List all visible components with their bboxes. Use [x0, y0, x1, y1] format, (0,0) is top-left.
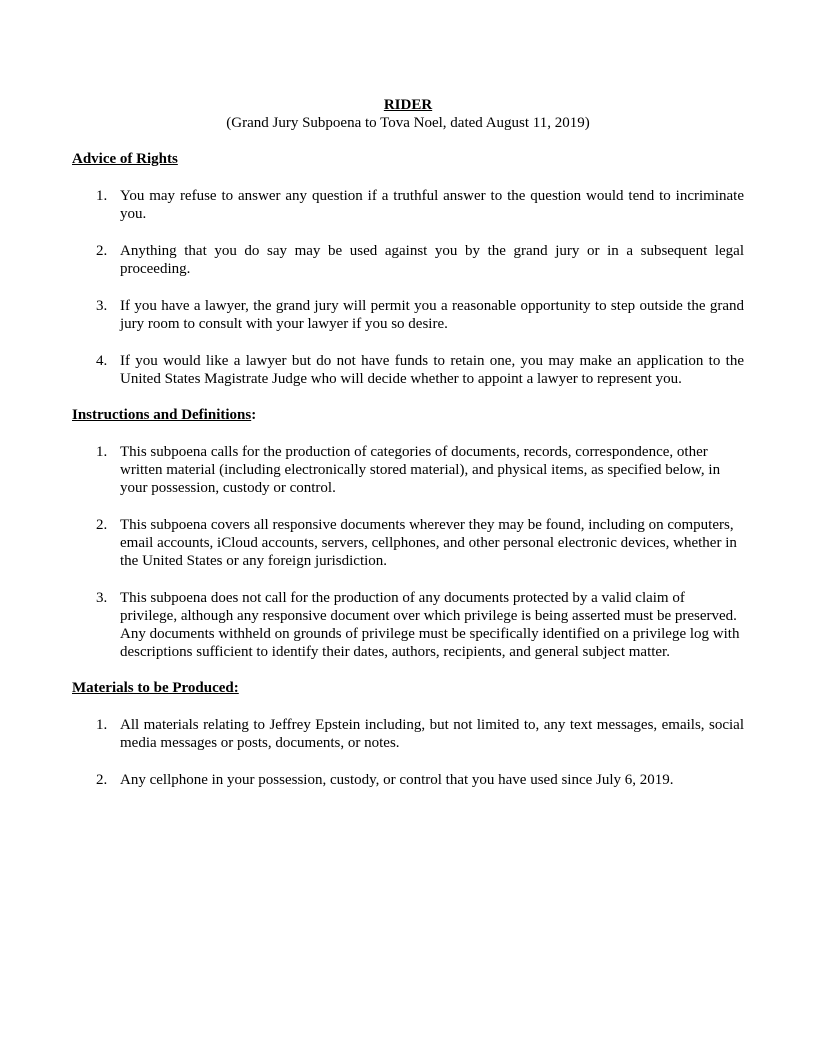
advice-item-1: [72, 187, 744, 223]
instructions-item-1: [72, 443, 744, 497]
instructions-item-number: 3.: [96, 590, 108, 606]
materials-list: [72, 716, 744, 789]
instructions-list: [72, 443, 744, 661]
instructions-item-3: [72, 589, 744, 661]
advice-list: [72, 187, 744, 388]
document-page: [72, 96, 744, 789]
advice-item-text: If you would like a lawyer but do not have funds to retain one, you may make an application to the United States Magistrate Judge who will decide whether to appoint a lawyer to represent you.: [120, 353, 744, 387]
materials-item-number: 1.: [96, 717, 108, 733]
document-title: RIDER: [383, 97, 433, 113]
advice-item-number: 3.: [96, 298, 108, 314]
materials-heading: Materials to be Produced:: [72, 680, 239, 696]
advice-item-text: If you have a lawyer, the grand jury will permit you a reasonable opportunity to step outside the grand jury room to consult with your lawyer if you so desire.: [120, 298, 744, 332]
advice-item-3: [72, 297, 744, 333]
document-subtitle: (Grand Jury Subpoena to Tova Noel, dated August 11, 2019): [226, 115, 590, 131]
instructions-item-2: [72, 516, 744, 570]
advice-item-number: 4.: [96, 353, 108, 369]
materials-item-number: 2.: [96, 772, 108, 788]
advice-item-4: [72, 352, 744, 388]
instructions-item-text: This subpoena calls for the production of categories of documents, records, correspondence, other written material (including electronically stored material), and physical items, as specified below, in your possession, custody or control.: [120, 444, 721, 496]
materials-item-text: All materials relating to Jeffrey Epstein including, but not limited to, any text messages, emails, social media messages or posts, documents, or notes.: [120, 717, 744, 751]
advice-item-number: 2.: [96, 243, 108, 259]
materials-item-text: Any cellphone in your possession, custody, or control that you have used since July 6, 2019.: [120, 772, 674, 788]
advice-item-number: 1.: [96, 188, 108, 204]
materials-item-1: [72, 716, 744, 752]
materials-item-2: [72, 771, 744, 789]
instructions-item-number: 2.: [96, 517, 108, 533]
instructions-item-text: This subpoena does not call for the production of any documents protected by a valid claim of privilege, although any responsive document over which privilege is being asserted must be preserved. Any documents withheld on grounds of privilege must be specifically identified on a privilege log with descriptions sufficient to identify their dates, authors, recipients, and general subject matter.: [120, 590, 740, 660]
advice-item-text: Anything that you do say may be used against you by the grand jury or in a subsequent legal proceeding.: [120, 243, 744, 277]
advice-item-text: You may refuse to answer any question if a truthful answer to the question would tend to incriminate you.: [120, 188, 744, 222]
instructions-item-text: This subpoena covers all responsive documents wherever they may be found, including on computers, email accounts, iCloud accounts, servers, cellphones, and other personal electronic devices, whether in the United States or any foreign jurisdiction.: [120, 517, 737, 569]
advice-item-2: [72, 242, 744, 278]
instructions-heading: Instructions and Definitions:: [72, 407, 257, 423]
instructions-item-number: 1.: [96, 444, 108, 460]
advice-heading: Advice of Rights: [72, 151, 178, 167]
